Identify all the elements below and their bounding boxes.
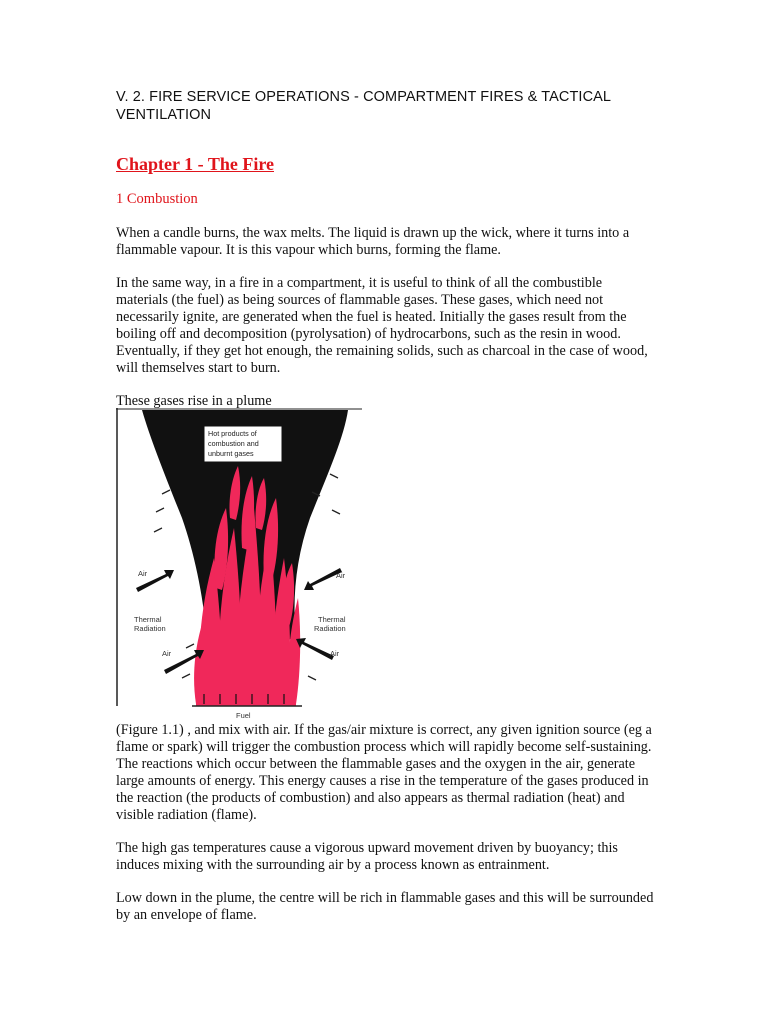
air-label-left-lower: Air xyxy=(162,649,172,658)
thermal-radiation-right-line-1: Thermal xyxy=(318,615,346,624)
label-box-line-3: unburnt gases xyxy=(208,449,254,458)
chapter-title: Chapter 1 - The Fire xyxy=(116,154,274,174)
thermal-radiation-left-line-1: Thermal xyxy=(134,615,162,624)
paragraph-mixing: (Figure 1.1) , and mix with air. If the gas/air mixture is correct, any given ignition source (eg a flame or spark) will trigger the combustion process which will rapidly become self-sustaining. The reactions which occur between the flammable gases and the oxygen in the air, generate large amounts of energy. This energy causes a rise in the temperature of the gases produced in the reaction (the products of combustion) and also appears as thermal radiation (heat) and visible radiation (flame). xyxy=(116,722,652,823)
air-label-left-upper: Air xyxy=(138,569,148,578)
paragraph-envelope: Low down in the plume, the centre will be rich in flammable gases and this will be surrounded by an envelope of flame. xyxy=(116,890,654,923)
label-box-line-1: Hot products of xyxy=(208,429,257,438)
thermal-radiation-left-line-2: Radiation xyxy=(134,624,166,633)
paragraph-plume-intro: These gases rise in a plume xyxy=(116,393,272,409)
document-header: V. 2. FIRE SERVICE OPERATIONS - COMPARTMENT FIRES & TACTICAL VENTILATION xyxy=(116,89,611,123)
fuel-label: Fuel xyxy=(236,711,251,720)
air-label-right-lower: Air xyxy=(330,649,340,658)
thermal-radiation-right-line-2: Radiation xyxy=(314,624,346,633)
paragraph-buoyancy: The high gas temperatures cause a vigorous upward movement driven by buoyancy; this induces mixing with the surrounding air by a process known as entrainment. xyxy=(116,840,618,873)
figure-fire-plume xyxy=(116,408,362,722)
fire-plume-illustration xyxy=(116,408,362,722)
label-box-line-2: combustion and xyxy=(208,439,259,448)
paragraph-compartment: In the same way, in a fire in a compartment, it is useful to think of all the combustible materials (the fuel) as being sources of flammable gases. These gases, which need not necessarily ignite, are generated when the fuel is heated. Initially the gases result from the boiling off and decomposition (pyrolysation) of hydrocarbons, such as the resin in wood. Eventually, if they get hot enough, the remaining solids, such as charcoal in the case of wood, will themselves start to burn. xyxy=(116,275,648,376)
paragraph-candle: When a candle burns, the wax melts. The liquid is drawn up the wick, where it turns into a flammable vapour. It is this vapour which burns, forming the flame. xyxy=(116,225,630,258)
section-heading: 1 Combustion xyxy=(116,191,198,207)
air-label-right-upper: Air xyxy=(336,571,346,580)
